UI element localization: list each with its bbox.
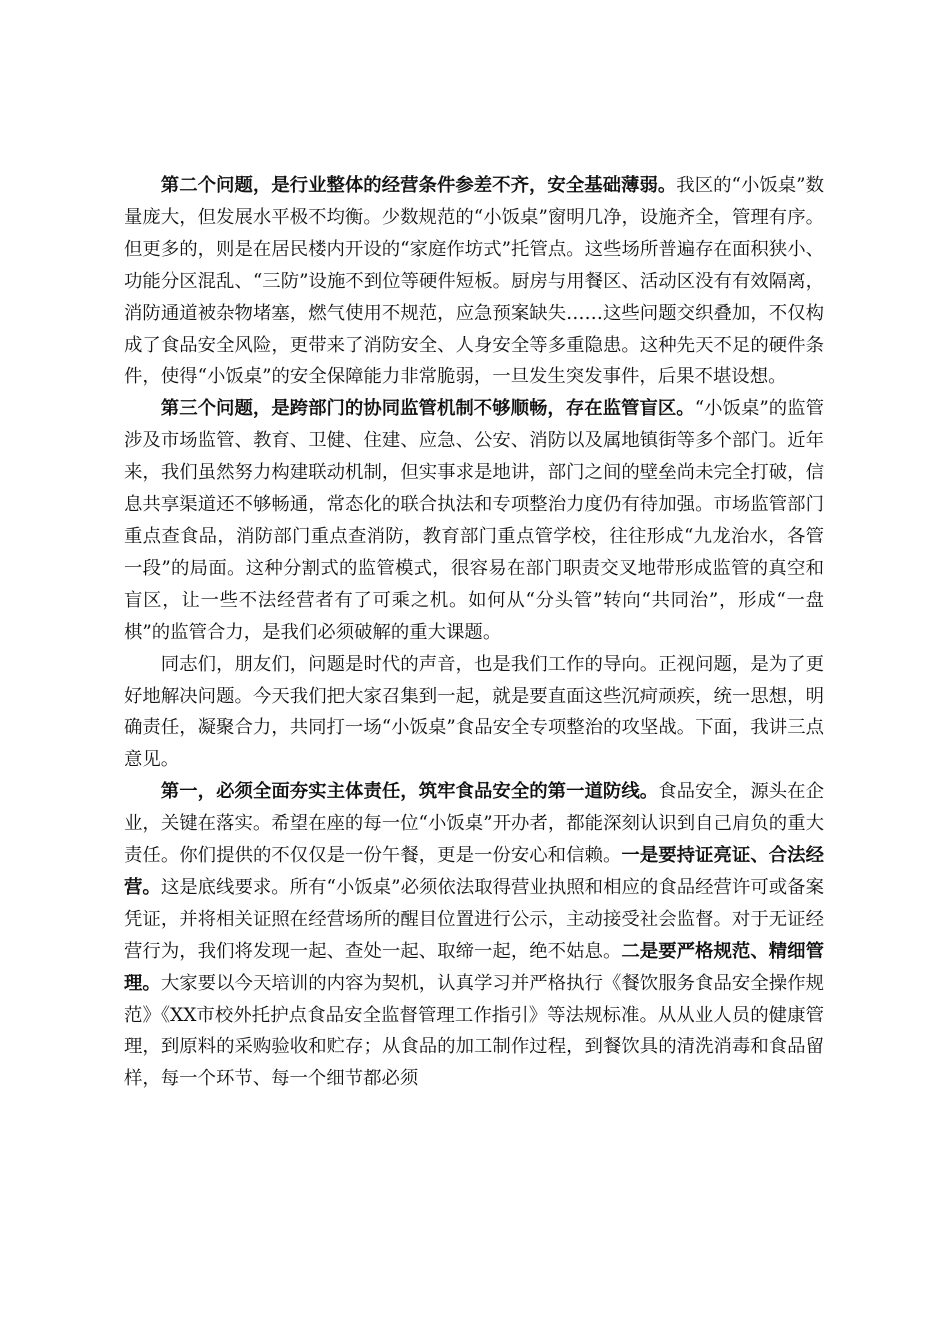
paragraph-problem-three: [124, 393, 824, 648]
paragraph-text: 同志们，朋友们，问题是时代的声音，也是我们工作的导向。正视问题，是为了更好地解决问题。今天我们把大家召集到一起，就是要直面这些沉疴顽疾，统一思想，明确责任，凝聚合力，共同打一场“小饭桌”食品安全专项整治的攻坚战。下面，我讲三点意见。: [124, 653, 824, 771]
paragraph-lead: 第三个问题，是跨部门的协同监管机制不够顺畅，存在监管盲区。: [160, 398, 695, 420]
paragraph-text: 大家要以今天培训的内容为契机，认真学习并严格执行《餐饮服务食品安全操作规范》《XX市校外托护点食品安全监督管理工作指引》等法规标准。从从业人员的健康管理，到原料的采购验收和贮存；从食品的加工制作过程，到餐饮具的清洗消毒和食品留样，每一个环节、每一个细节都必须: [124, 972, 824, 1090]
sub-point-heading: 一是要持证亮证、合法经营。: [124, 845, 824, 898]
document-body: [124, 170, 824, 1095]
paragraph-transition: [124, 649, 824, 777]
paragraph-text: 食品安全，源头在企业，关键在落实。希望在座的每一位“小饭桌”开办者，都能深刻认识到自己肩负的重大责任。你们提供的不仅仅是一份午餐，更是一份安心和信赖。: [124, 781, 824, 867]
paragraph-text: 这是底线要求。所有“小饭桌”必须依法取得营业执照和相应的食品经营许可或备案凭证，并将相关证照在经营场所的醒目位置进行公示，主动接受社会监督。对于无证经营行为，我们将发现一起、查处一起、取缔一起，绝不姑息。: [124, 876, 824, 962]
sub-point-heading: 二是要严格规范、精细管理。: [124, 940, 824, 994]
paragraph-text: 我区的“小饭桌”数量庞大，但发展水平极不均衡。少数规范的“小饭桌”窗明几净，设施齐全，管理有序。但更多的，则是在居民楼内开设的“家庭作坊式”托管点。这些场所普遍存在面积狭小、功能分区混乱、“三防”设施不到位等硬件短板。厨房与用餐区、活动区没有有效隔离，消防通道被杂物堵塞，燃气使用不规范，应急预案缺失……这些问题交织叠加，不仅构成了食品安全风险，更带来了消防安全、人身安全等多重隐患。这种先天不足的硬件条件，使得“小饭桌”的安全保障能力非常脆弱，一旦发生突发事件，后果不堪设想。: [124, 175, 824, 388]
paragraph-lead: 第二个问题，是行业整体的经营条件参差不齐，安全基础薄弱。: [160, 175, 677, 196]
paragraph-lead: 第一，必须全面夯实主体责任，筑牢食品安全的第一道防线。: [160, 781, 659, 803]
paragraph-text: “小饭桌”的监管涉及市场监管、教育、卫健、住建、应急、公安、消防以及属地镇街等多个部门。近年来，我们虽然努力构建联动机制，但实事求是地讲，部门之间的壁垒尚未完全打破，信息共享渠道还不够畅通，常态化的联合执法和专项整治力度仍有待加强。市场监管部门重点查食品，消防部门重点查消防，教育部门重点管学校，往往形成“九龙治水，各管一段”的局面。这种分割式的监管模式，很容易在部门职责交叉地带形成监管的真空和盲区，让一些不法经营者有了可乘之机。如何从“分头管”转向“共同治”，形成“一盘棋”的监管合力，是我们必须破解的重大课题。: [124, 398, 824, 643]
paragraph-opinion-one: [124, 776, 824, 1095]
paragraph-problem-two: [124, 170, 824, 393]
